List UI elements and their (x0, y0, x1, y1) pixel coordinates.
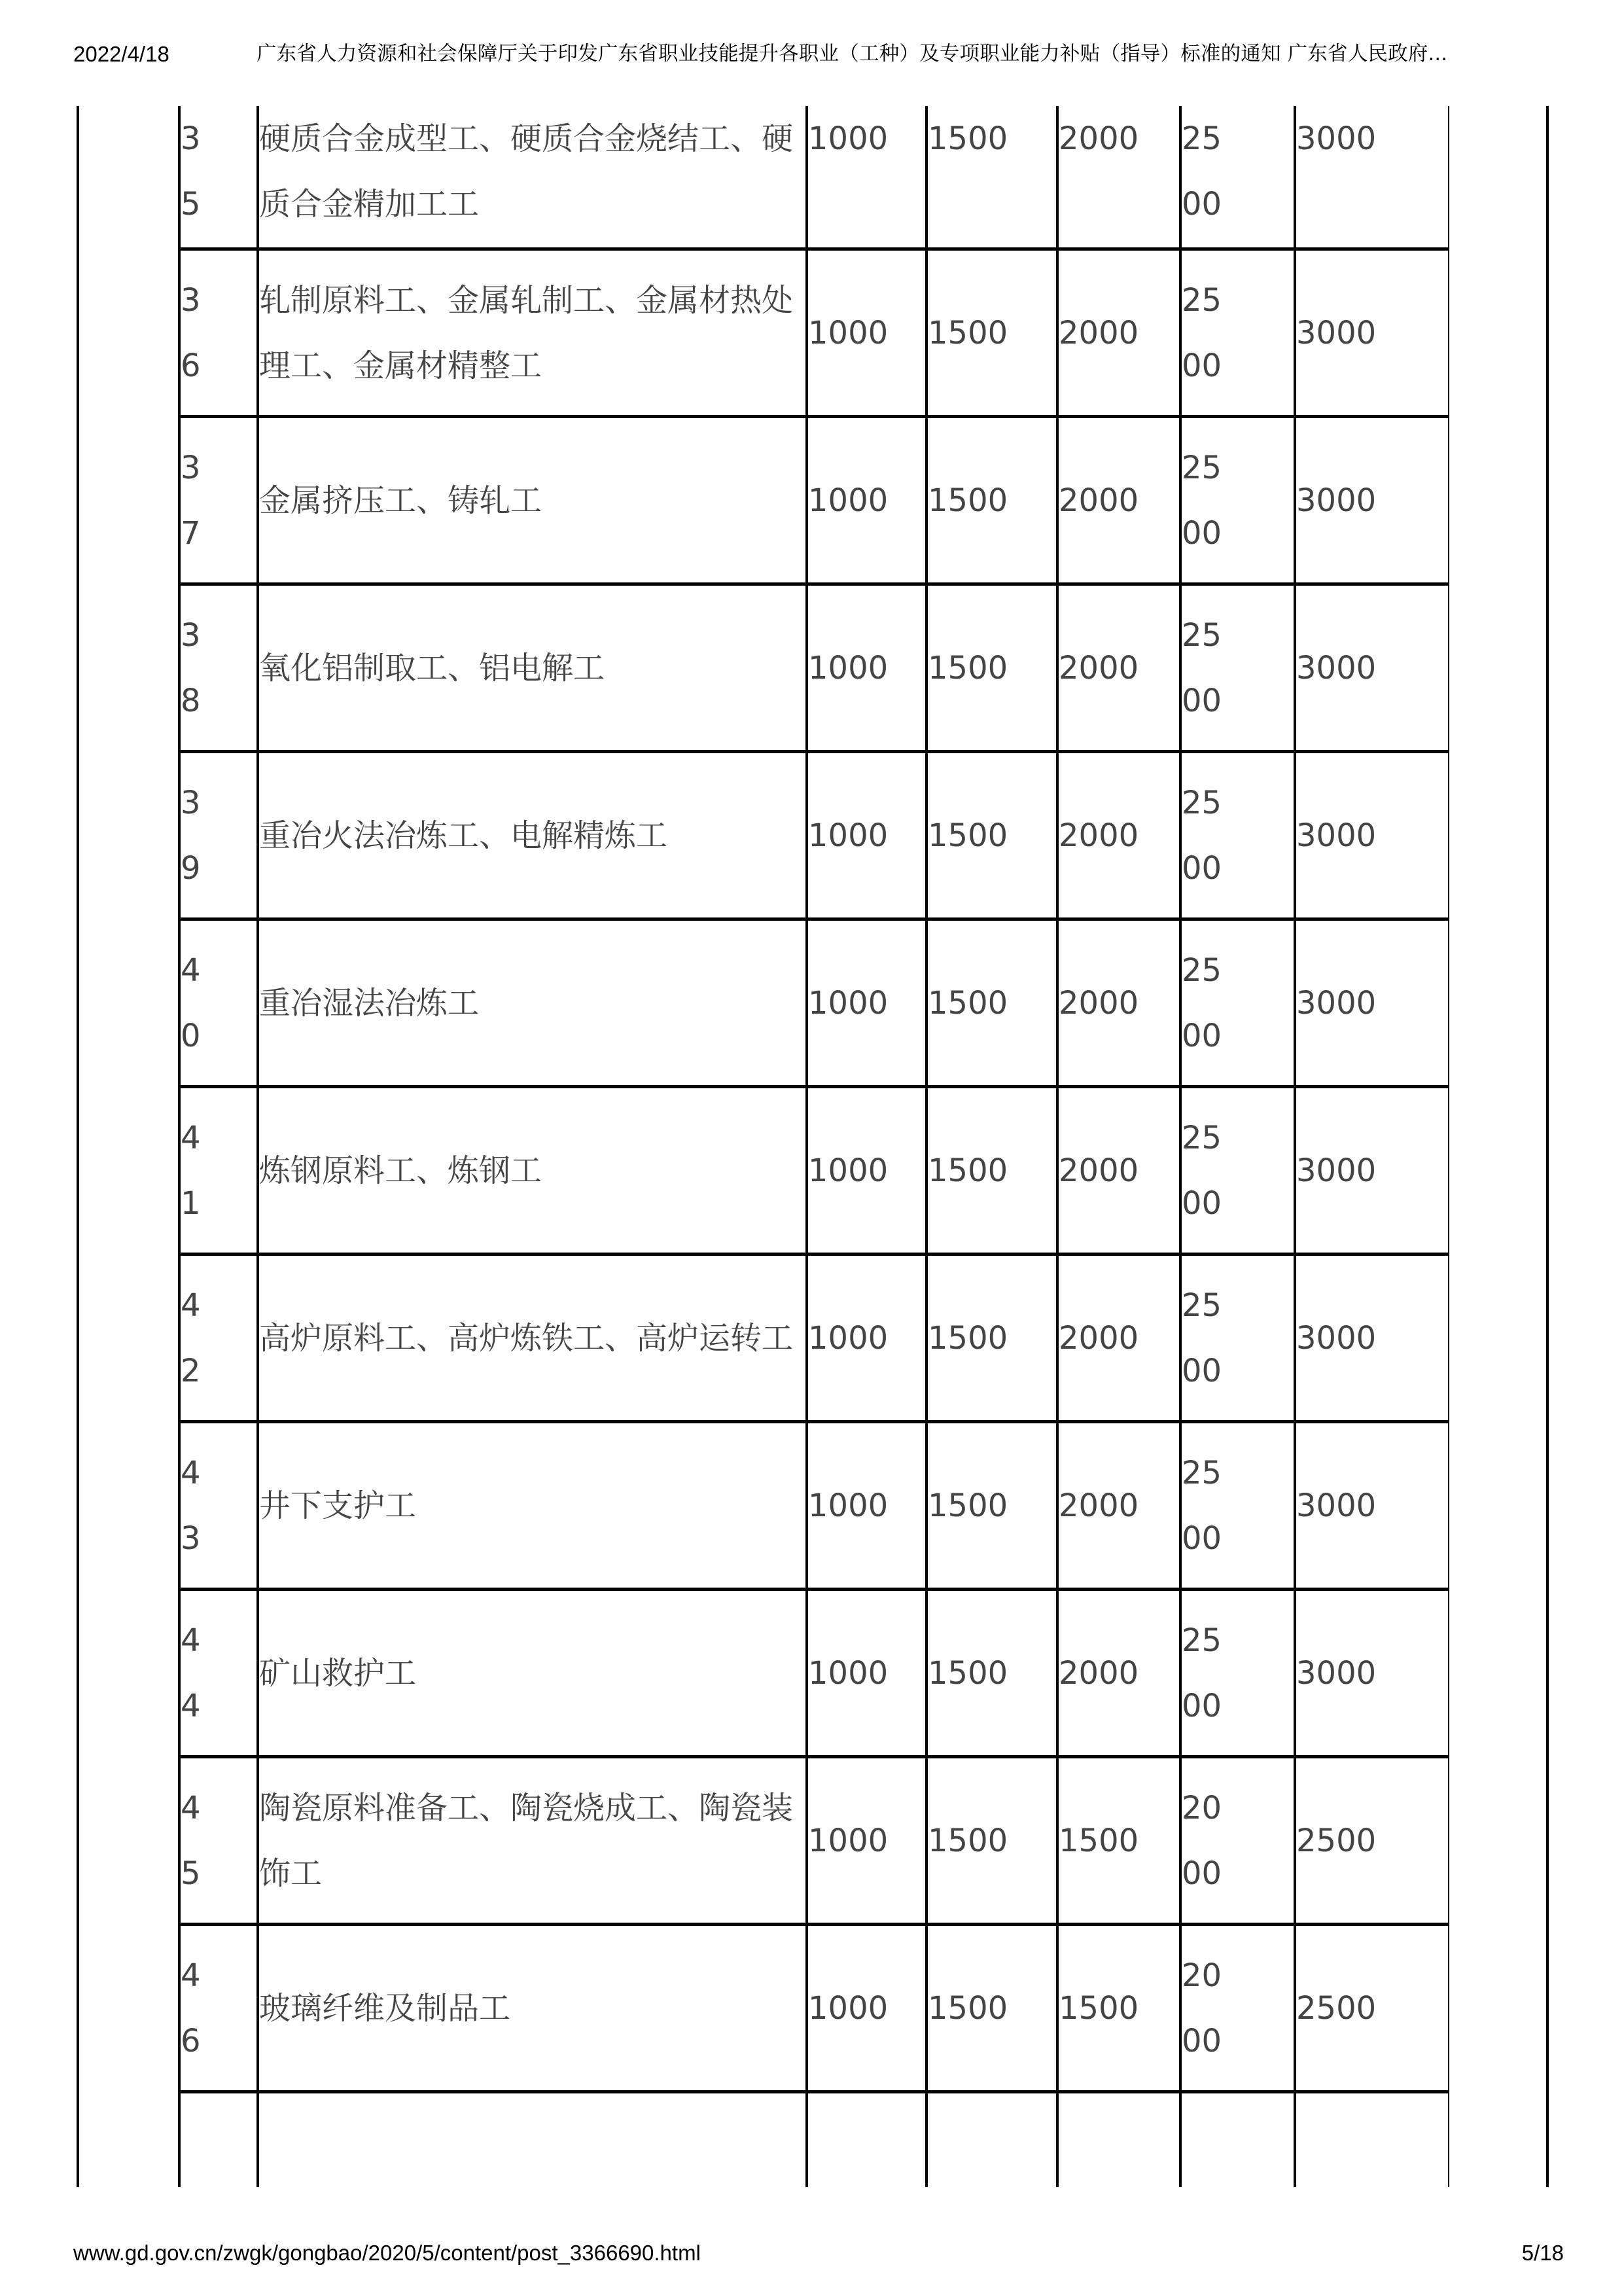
cell-occupation-name: 重冶湿法冶炼工 (258, 919, 807, 1087)
table-body (179, 106, 1449, 2187)
table-row (179, 1422, 1449, 1590)
cell-level-1-subsidy: 1000 (807, 1925, 927, 2092)
cell-level-5-subsidy: 3000 (1295, 1254, 1449, 1422)
cell-index (179, 2092, 258, 2188)
table-row (179, 584, 1449, 752)
cell-level-5-subsidy: 3000 (1295, 919, 1449, 1087)
table-row (179, 1254, 1449, 1422)
cell-level-4-subsidy (1180, 106, 1295, 249)
cell-level-1-subsidy: 1000 (807, 584, 927, 752)
cell-index (179, 1087, 258, 1254)
table-row (179, 417, 1449, 584)
source-url: www.gd.gov.cn/zwgk/gongbao/2020/5/content/post_3366690.html (73, 2241, 701, 2265)
cell-index (179, 752, 258, 919)
cell-level-4-subsidy (1180, 584, 1295, 752)
cell-level-5-subsidy (1295, 2092, 1449, 2188)
cell-occupation-name: 金属挤压工、铸轧工 (258, 417, 807, 584)
page-frame-left-line (77, 106, 79, 2187)
row-number: 41 (181, 1119, 201, 1222)
cell-level-4-subsidy (1180, 1087, 1295, 1254)
table-row (179, 1925, 1449, 2092)
table-row (179, 1087, 1449, 1254)
cell-level-3-subsidy: 2000 (1057, 1590, 1180, 1757)
cell-level-3-subsidy: 2000 (1057, 1422, 1180, 1590)
level-4-value: 2500 (1182, 120, 1222, 222)
row-number: 42 (181, 1287, 201, 1389)
table-row (179, 1590, 1449, 1757)
cell-occupation-name: 井下支护工 (258, 1422, 807, 1590)
cell-level-1-subsidy: 1000 (807, 752, 927, 919)
cell-level-3-subsidy: 2000 (1057, 106, 1180, 249)
cell-level-5-subsidy: 3000 (1295, 1087, 1449, 1254)
table-row (179, 249, 1449, 417)
level-4-value: 2000 (1182, 1789, 1222, 1892)
level-4-value: 2500 (1182, 1287, 1222, 1389)
cell-occupation-name: 轧制原料工、金属轧制工、金属材热处理工、金属材精整工 (258, 249, 807, 417)
cell-level-4-subsidy (1180, 249, 1295, 417)
cell-occupation-name: 重冶火法冶炼工、电解精炼工 (258, 752, 807, 919)
cell-level-2-subsidy: 1500 (927, 1925, 1057, 2092)
cell-index (179, 1757, 258, 1925)
cell-level-1-subsidy (807, 2092, 927, 2188)
subsidy-standards-table (178, 106, 1449, 2187)
cell-level-5-subsidy: 2500 (1295, 1757, 1449, 1925)
cell-level-2-subsidy: 1500 (927, 1087, 1057, 1254)
level-4-value: 2500 (1182, 1119, 1222, 1222)
cell-level-2-subsidy: 1500 (927, 752, 1057, 919)
cell-level-1-subsidy: 1000 (807, 1757, 927, 1925)
page-number: 5/18 (1521, 2241, 1564, 2265)
level-4-value: 2500 (1182, 616, 1222, 719)
cell-level-2-subsidy: 1500 (927, 919, 1057, 1087)
cell-level-3-subsidy: 2000 (1057, 249, 1180, 417)
cell-level-2-subsidy: 1500 (927, 1254, 1057, 1422)
cell-index (179, 106, 258, 249)
cell-index (179, 1422, 258, 1590)
cell-occupation-name (258, 2092, 807, 2188)
cell-level-3-subsidy: 2000 (1057, 1087, 1180, 1254)
row-number: 40 (181, 952, 201, 1054)
row-number: 44 (181, 1622, 201, 1724)
cell-occupation-name: 陶瓷原料准备工、陶瓷烧成工、陶瓷装饰工 (258, 1757, 807, 1925)
page-frame-right-line (1546, 106, 1549, 2187)
cell-index (179, 1254, 258, 1422)
cell-level-2-subsidy: 1500 (927, 249, 1057, 417)
cell-level-5-subsidy: 3000 (1295, 249, 1449, 417)
cell-level-5-subsidy: 3000 (1295, 417, 1449, 584)
cell-level-2-subsidy: 1500 (927, 417, 1057, 584)
cell-level-3-subsidy: 2000 (1057, 752, 1180, 919)
row-number: 43 (181, 1454, 201, 1557)
cell-occupation-name: 玻璃纤维及制品工 (258, 1925, 807, 2092)
level-4-value: 2500 (1182, 784, 1222, 887)
cell-level-2-subsidy (927, 2092, 1057, 2188)
cell-level-5-subsidy: 3000 (1295, 1590, 1449, 1757)
level-4-value: 2500 (1182, 449, 1222, 552)
cell-level-3-subsidy: 1500 (1057, 1757, 1180, 1925)
cell-level-5-subsidy: 3000 (1295, 1422, 1449, 1590)
cell-index (179, 249, 258, 417)
cell-level-4-subsidy (1180, 1757, 1295, 1925)
table-row (179, 752, 1449, 919)
subsidy-table-grid (178, 106, 1449, 2187)
cell-level-1-subsidy: 1000 (807, 1590, 927, 1757)
cell-occupation-name: 高炉原料工、高炉炼铁工、高炉运转工 (258, 1254, 807, 1422)
cell-level-3-subsidy: 2000 (1057, 417, 1180, 584)
document-title: 广东省人力资源和社会保障厅关于印发广东省职业技能提升各职业（工种）及专项职业能力补贴（指导）标准的通知 广东省人民政府... (256, 43, 1448, 65)
cell-level-1-subsidy: 1000 (807, 1254, 927, 1422)
cell-level-1-subsidy: 1000 (807, 1422, 927, 1590)
cell-level-4-subsidy (1180, 1590, 1295, 1757)
cell-level-3-subsidy: 1500 (1057, 1925, 1180, 2092)
cell-index (179, 584, 258, 752)
cell-level-2-subsidy: 1500 (927, 1422, 1057, 1590)
table-row (179, 1757, 1449, 1925)
cell-level-2-subsidy: 1500 (927, 106, 1057, 249)
cell-level-1-subsidy: 1000 (807, 1087, 927, 1254)
cell-level-3-subsidy: 2000 (1057, 584, 1180, 752)
row-number: 46 (181, 1957, 201, 2059)
cell-occupation-name: 硬质合金成型工、硬质合金烧结工、硬质合金精加工工 (258, 106, 807, 249)
row-number: 39 (181, 784, 201, 887)
cell-level-5-subsidy: 3000 (1295, 584, 1449, 752)
cell-level-4-subsidy (1180, 2092, 1295, 2188)
cell-level-3-subsidy (1057, 2092, 1180, 2188)
row-number: 36 (181, 281, 201, 384)
row-number: 37 (181, 449, 201, 552)
table-row (179, 106, 1449, 249)
cell-occupation-name: 氧化铝制取工、铝电解工 (258, 584, 807, 752)
cell-index (179, 1590, 258, 1757)
cell-level-4-subsidy (1180, 752, 1295, 919)
cell-level-1-subsidy: 1000 (807, 919, 927, 1087)
table-row (179, 2092, 1449, 2188)
level-4-value: 2500 (1182, 952, 1222, 1054)
cell-level-5-subsidy: 3000 (1295, 752, 1449, 919)
level-4-value: 2500 (1182, 281, 1222, 384)
cell-level-1-subsidy: 1000 (807, 417, 927, 584)
row-number: 38 (181, 616, 201, 719)
cell-level-5-subsidy: 2500 (1295, 1925, 1449, 2092)
cell-index (179, 919, 258, 1087)
row-number: 45 (181, 1789, 201, 1892)
level-4-value: 2000 (1182, 1957, 1222, 2059)
cell-level-2-subsidy: 1500 (927, 584, 1057, 752)
cell-level-4-subsidy (1180, 1254, 1295, 1422)
cell-level-4-subsidy (1180, 1422, 1295, 1590)
row-number: 35 (181, 120, 201, 222)
cell-level-5-subsidy: 3000 (1295, 106, 1449, 249)
level-4-value: 2500 (1182, 1622, 1222, 1724)
cell-occupation-name: 炼钢原料工、炼钢工 (258, 1087, 807, 1254)
cell-occupation-name: 矿山救护工 (258, 1590, 807, 1757)
cell-index (179, 417, 258, 584)
print-date: 2022/4/18 (73, 42, 169, 66)
cell-level-4-subsidy (1180, 919, 1295, 1087)
table-row (179, 919, 1449, 1087)
cell-level-2-subsidy: 1500 (927, 1757, 1057, 1925)
cell-level-2-subsidy: 1500 (927, 1590, 1057, 1757)
level-4-value: 2500 (1182, 1454, 1222, 1557)
cell-level-4-subsidy (1180, 417, 1295, 584)
cell-level-4-subsidy (1180, 1925, 1295, 2092)
cell-level-3-subsidy: 2000 (1057, 919, 1180, 1087)
cell-index (179, 1925, 258, 2092)
cell-level-1-subsidy: 1000 (807, 249, 927, 417)
cell-level-1-subsidy: 1000 (807, 106, 927, 249)
cell-level-3-subsidy: 2000 (1057, 1254, 1180, 1422)
